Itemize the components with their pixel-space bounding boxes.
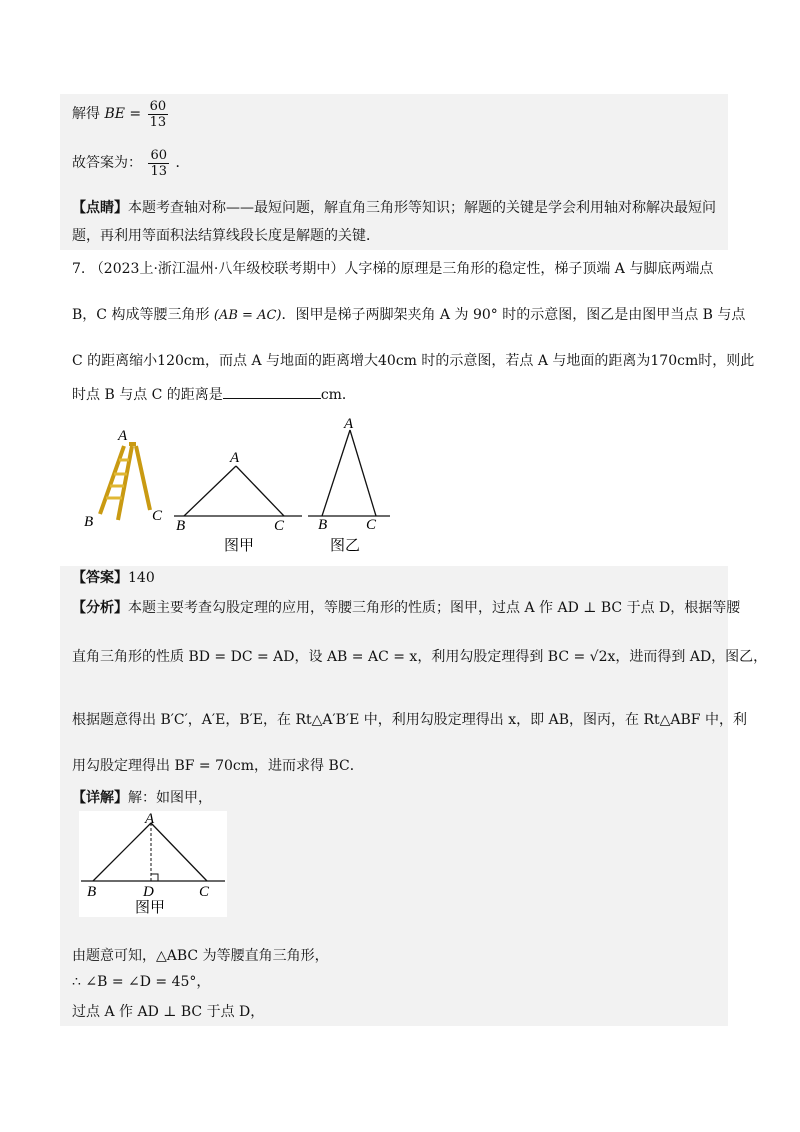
comment-text-2: 题，再利用等面积法结算线段长度是解题的关键． [72, 228, 380, 244]
figure-yi-svg [306, 416, 406, 556]
fraction-numerator: 60 [149, 98, 167, 114]
caption-yi: 图乙 [330, 536, 361, 554]
answer-value: 140 [128, 570, 155, 586]
detail-figure [79, 811, 227, 917]
side-ab [322, 430, 350, 516]
question-text-2c: ．图甲是梯子两脚架夹角 A 为 90° 时的示意图，图乙是由图甲当点 B 与点 [281, 307, 746, 323]
question-number: 7. [72, 261, 86, 277]
ladder-image [80, 424, 170, 536]
solution-line-1 [72, 98, 170, 130]
jia-label-c: C [274, 518, 285, 534]
comment-tag: 【点睛】 [72, 200, 128, 216]
analysis-line-4 [72, 756, 364, 776]
question-condition: (AB = AC) [213, 308, 282, 323]
fraction-denominator: 13 [150, 163, 167, 179]
analysis-line-2 [72, 647, 767, 667]
detail-figure-svg [79, 811, 227, 917]
side-ac [151, 823, 207, 881]
ladder-label-c: C [152, 508, 163, 524]
analysis-text-2: 直角三角形的性质 BD = DC = AD，设 AB = AC = x，利用勾股定理得到 BC = √2x，进而得到 AD，图乙， [72, 649, 768, 665]
question-line-3 [72, 351, 754, 371]
ladder-label-b: B [84, 514, 94, 530]
jia-label-b: B [176, 518, 186, 534]
detail-label-d: D [143, 884, 154, 900]
answer-blank [223, 384, 321, 399]
question-text-4a: 时点 B 与点 C 的距离是 [72, 387, 223, 403]
detail-tag: 【详解】 [72, 790, 128, 806]
yi-label-a: A [344, 416, 354, 432]
detail-text-3: 过点 A 作 AD ⊥ BC 于点 D， [72, 1004, 265, 1020]
analysis-text-3: 根据题意得出 B′C′，A′E，B′E，在 Rt△A′B′E 中，利用勾股定理得出 x，即 AB，图丙，在 Rt△ABF 中，利 [72, 712, 747, 728]
jia-label-a: A [230, 450, 240, 466]
detail-label-c: C [199, 884, 210, 900]
question-line-1 [72, 259, 713, 279]
ladder-label-a: A [118, 428, 128, 444]
detail-line-1 [72, 946, 329, 966]
analysis-text-4: 用勾股定理得出 BF = 70cm，进而求得 BC． [72, 758, 364, 774]
detail-text-1: 由题意可知，△ABC 为等腰直角三角形， [72, 948, 329, 964]
question-text-2a: B，C 构成等腰三角形 [72, 307, 210, 323]
analysis-line-1 [72, 598, 740, 618]
comment-line-1 [72, 198, 716, 218]
question-source: （2023上·浙江温州·八年级校联考期中） [89, 261, 345, 277]
caption-jia: 图甲 [224, 536, 255, 554]
solution-line-2-suffix: ． [175, 155, 190, 171]
question-text-4b: cm． [320, 387, 356, 403]
answer-tag: 【答案】 [72, 570, 128, 586]
detail-line-2 [72, 972, 210, 992]
comment-line-2 [72, 226, 380, 246]
detail-text-2: ∴ ∠B = ∠D = 45°， [72, 974, 211, 990]
fraction-numerator: 60 [150, 147, 167, 163]
question-text-3: C 的距离缩小120cm，而点 A 与地面的距离增大40cm 时的示意图，若点 A 与地面的距离为170cm时，则此 [72, 353, 755, 369]
side-ab [184, 466, 236, 516]
question-text-1: 人字梯的原理是三角形的稳定性，梯子顶端 A 与脚底两端点 [344, 261, 714, 277]
comment-text-1: 本题考查轴对称——最短问题，解直角三角形等知识；解题的关键是学会利用轴对称解决最短问 [128, 200, 716, 216]
right-angle-mark [151, 874, 158, 881]
analysis-tag: 【分析】 [72, 600, 128, 616]
question-line-4 [72, 384, 356, 405]
fraction [148, 148, 169, 179]
ladder-figure [80, 424, 170, 536]
figure-yi [306, 416, 406, 556]
yi-label-b: B [318, 517, 328, 533]
detail-label-b: B [87, 884, 97, 900]
analysis-line-3 [72, 710, 747, 730]
fraction-denominator: 13 [149, 114, 167, 130]
side-ab [93, 823, 151, 881]
solution-line-2 [72, 147, 189, 179]
detail-label-a: A [145, 811, 155, 827]
figure-jia-svg [170, 448, 310, 556]
side-ac [236, 466, 284, 516]
yi-label-c: C [366, 517, 377, 533]
solution-line-1-lhs: BE = [104, 106, 142, 122]
solution-line-1-prefix: 解得 [72, 106, 100, 122]
side-ac [350, 430, 376, 516]
detail-caption: 图甲 [135, 898, 166, 916]
solution-line-2-prefix: 故答案为： [72, 155, 142, 171]
analysis-text-1: 本题主要考查勾股定理的应用，等腰三角形的性质；图甲，过点 A 作 AD ⊥ BC 于点 D，根据等腰 [128, 600, 741, 616]
question-line-2 [72, 305, 745, 326]
fraction [148, 99, 169, 130]
answer-line [72, 568, 155, 588]
detail-intro-line [72, 788, 212, 808]
detail-intro: 解：如图甲， [128, 790, 212, 806]
figure-jia [170, 448, 310, 556]
ladder-drawing [100, 444, 150, 520]
detail-line-3 [72, 1002, 264, 1022]
